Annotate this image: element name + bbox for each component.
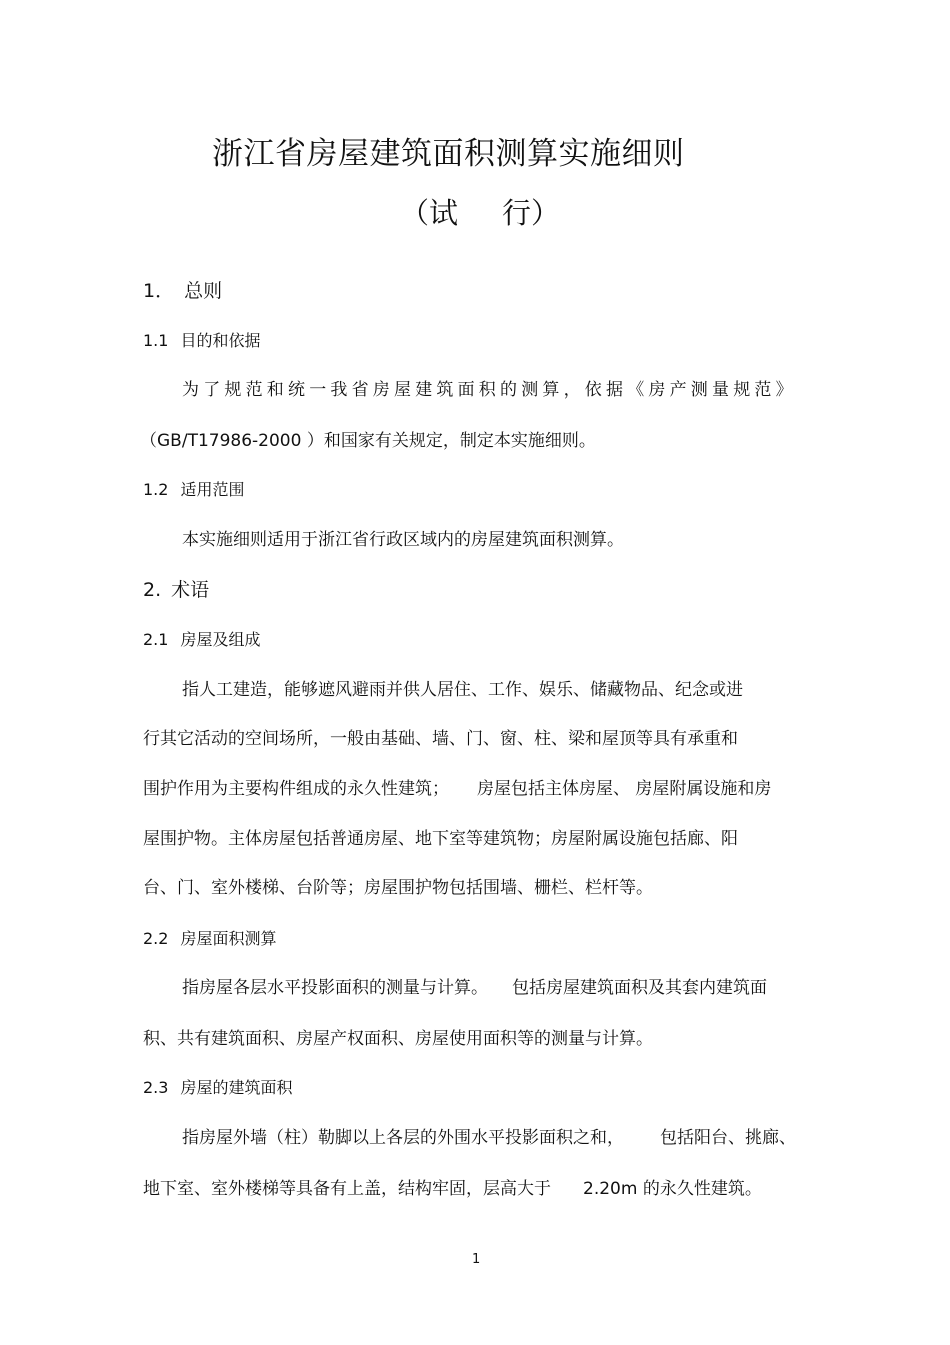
line-part: 包括阳台、挑廊、 [660,1128,796,1148]
paragraph-line: 为了规范和统一我省房屋建筑面积的测算，依据《房产测量规范》 [182,380,797,400]
subsection-heading-1-2 [143,482,244,498]
paragraph-line [182,1130,796,1147]
page-number: 1 [472,1252,481,1267]
subtitle-open: （试 [400,196,459,230]
subsection-title: 房屋面积测算 [180,929,277,948]
paragraph-line [182,980,767,997]
section-heading-2 [143,581,209,600]
subsection-heading-2-1 [143,632,260,648]
subsection-heading-2-2 [143,931,276,947]
paragraph-line: 行其它活动的空间场所，一般由基础、墙、门、窗、柱、梁和屋顶等具有承重和 [143,729,738,749]
paragraph-line: 台、门、室外楼梯、台阶等；房屋围护物包括围墙、栅栏、栏杆等。 [143,878,653,898]
section-number: 2. [143,579,162,601]
document-title: 浙江省房屋建筑面积测算实施细则 [212,136,685,172]
line-part: 2.20m 的永久性建筑。 [583,1179,762,1199]
subtitle-close: 行） [502,196,561,230]
subsection-title: 适用范围 [180,480,245,499]
paragraph-line [143,1181,762,1198]
line-part: 房屋包括主体房屋、 房屋附属设施和房 [477,779,772,799]
subsection-title: 房屋及组成 [180,630,261,649]
paragraph-line: 屋围护物。主体房屋包括普通房屋、地下室等建筑物；房屋附属设施包括廊、阳 [143,829,738,849]
subsection-heading-2-3 [143,1080,292,1096]
line-part: 指房屋各层水平投影面积的测量与计算。 [182,978,488,998]
subsection-heading-1-1 [143,333,260,349]
section-title: 术语 [171,579,210,601]
subsection-number: 2.2 [143,929,169,948]
subsection-number: 2.1 [143,630,169,649]
document-subtitle [400,196,561,230]
line-part: 围护作用为主要构件组成的永久性建筑； [143,779,449,799]
paragraph-line: （GB/T17986-2000 ）和国家有关规定，制定本实施细则。 [140,431,596,451]
subsection-number: 1.2 [143,480,169,499]
section-number: 1． [143,280,175,302]
paragraph-line: 本实施细则适用于浙江省行政区域内的房屋建筑面积测算。 [182,530,624,550]
subsection-title: 目的和依据 [180,331,261,350]
subsection-number: 1.1 [143,331,169,350]
section-title: 总则 [184,280,223,302]
line-part: 包括房屋建筑面积及其套内建筑面 [512,978,767,998]
paragraph-line: 积、共有建筑面积、房屋产权面积、房屋使用面积等的测量与计算。 [143,1029,653,1049]
line-part: 地下室、室外楼梯等具备有上盖，结构牢固，层高大于 [143,1179,551,1199]
subsection-number: 2.3 [143,1078,169,1097]
paragraph-line: 指人工建造，能够遮风避雨并供人居住、工作、娱乐、储藏物品、纪念或进 [182,680,743,700]
subsection-title: 房屋的建筑面积 [180,1078,293,1097]
line-part: 指房屋外墙（柱）勒脚以上各层的外围水平投影面积之和， [182,1128,624,1148]
paragraph-line [143,781,771,798]
section-heading-1 [143,282,222,301]
